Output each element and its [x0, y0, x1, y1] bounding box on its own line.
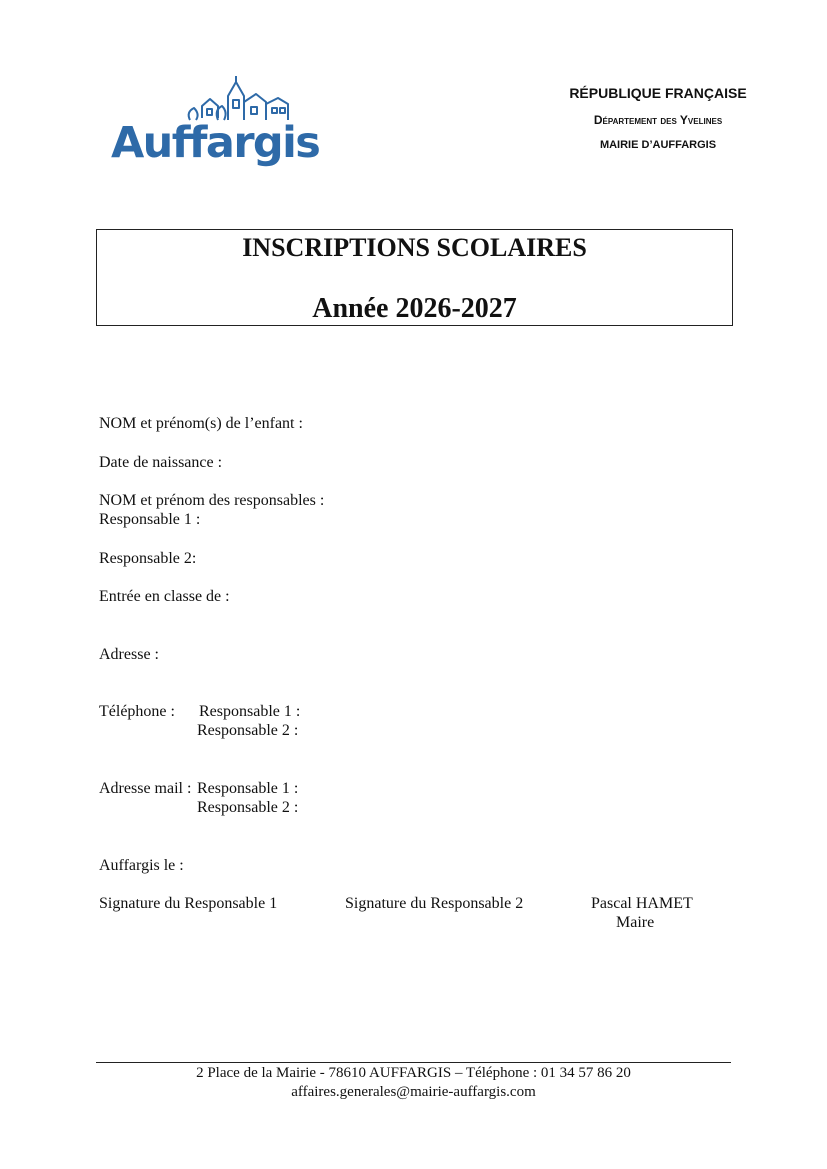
footer-address: 2 Place de la Mairie - 78610 AUFFARGIS – Téléphone : 01 34 57 86 20 [196, 1065, 631, 1081]
footer-divider [96, 1062, 731, 1063]
guardians-heading: NOM et prénom des responsables : [99, 492, 325, 509]
title-box [96, 229, 733, 326]
email-responsable2-label: Responsable 2 : [197, 799, 299, 816]
footer-email: affaires.generales@mairie-auffargis.com [291, 1084, 536, 1100]
departement-heading: Département des Yvelines [593, 113, 723, 127]
class-label: Entrée en classe de : [99, 588, 230, 605]
republic-heading: RÉPUBLIQUE FRANÇAISE [569, 85, 747, 101]
address-label: Adresse : [99, 646, 159, 663]
auffargis-logo [106, 74, 326, 178]
guardian2-label: Responsable 2: [99, 550, 197, 567]
logo-wordmark: Auffargis [111, 118, 320, 168]
phone-responsable1-label: Responsable 1 : [199, 703, 301, 720]
email-label: Adresse mail : [99, 780, 192, 797]
phone-responsable2-label: Responsable 2 : [197, 722, 299, 739]
signature-responsable1: Signature du Responsable 1 [99, 895, 278, 912]
email-responsable1-label: Responsable 1 : [197, 780, 299, 797]
birth-date-label: Date de naissance : [99, 454, 223, 471]
guardian1-label: Responsable 1 : [99, 511, 201, 528]
mayor-name: Pascal HAMET [591, 895, 693, 912]
school-year: Année 2026-2027 [312, 293, 517, 324]
child-name-label: NOM et prénom(s) de l’enfant : [99, 415, 303, 432]
form-title: INSCRIPTIONS SCOLAIRES [242, 233, 587, 262]
mairie-heading: MAIRIE D’AUFFARGIS [599, 139, 717, 151]
place-date-label: Auffargis le : [99, 857, 184, 874]
phone-label: Téléphone : [99, 703, 175, 720]
signature-responsable2: Signature du Responsable 2 [345, 895, 524, 912]
mayor-title: Maire [616, 914, 655, 931]
